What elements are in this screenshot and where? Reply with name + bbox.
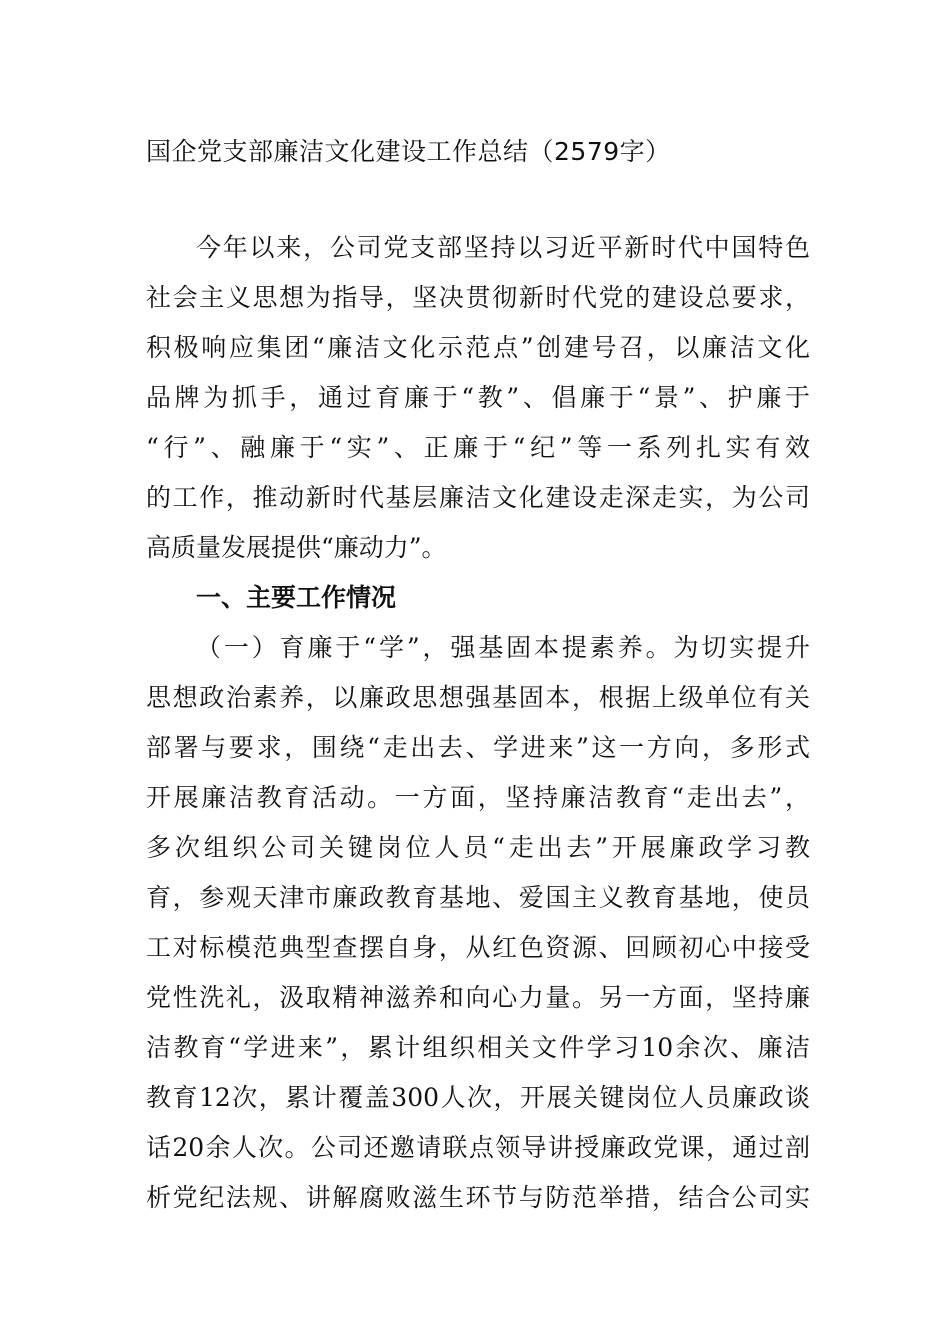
text-line: “行”、融廉于“实”、正廉于“纪”等一系列扎实有效 (146, 433, 810, 462)
text-line: 育，参观天津市廉政教育基地、爱国主义教育基地，使员 (146, 883, 810, 912)
document-title: 国企党支部廉洁文化建设工作总结（2579字） (146, 137, 671, 166)
text-line: 高质量发展提供“廉动力”。 (146, 533, 447, 562)
text-line: 多次组织公司关键岗位人员“走出去”开展廉政学习教 (146, 833, 810, 862)
text-line: （一）育廉于“学”，强基固本提素养。为切实提升 (196, 633, 810, 662)
text-line: 思想政治素养，以廉政思想强基固本，根据上级单位有关 (146, 683, 810, 712)
intro-paragraph (146, 223, 810, 1223)
text-line: 党性洗礼，汲取精神滋养和向心力量。另一方面，坚持廉 (146, 983, 810, 1012)
text-line: 社会主义思想为指导，坚决贯彻新时代党的建设总要求， (146, 283, 810, 312)
text-line: 工对标模范典型查摆自身，从红色资源、回顾初心中接受 (146, 933, 810, 962)
text-line: 洁教育“学进来”，累计组织相关文件学习10余次、廉洁 (146, 1033, 810, 1062)
text-line: 今年以来，公司党支部坚持以习近平新时代中国特色 (196, 233, 810, 262)
text-line: 品牌为抓手，通过育廉于“教”、倡廉于“景”、护廉于 (146, 383, 810, 412)
text-line: 话20余人次。公司还邀请联点领导讲授廉政党课，通过剖 (146, 1133, 810, 1162)
text-line: 部署与要求，围绕“走出去、学进来”这一方向，多形式 (146, 733, 810, 762)
section-heading: 一、主要工作情况 (196, 583, 397, 612)
text-line: 教育12次，累计覆盖300人次，开展关键岗位人员廉政谈 (146, 1083, 810, 1112)
text-line: 析党纪法规、讲解腐败滋生环节与防范举措，结合公司实 (146, 1183, 810, 1212)
text-line: 开展廉洁教育活动。一方面，坚持廉洁教育“走出去”， (146, 783, 810, 812)
text-line: 积极响应集团“廉洁文化示范点”创建号召，以廉洁文化 (146, 333, 810, 362)
text-line: 的工作，推动新时代基层廉洁文化建设走深走实，为公司 (146, 483, 810, 512)
